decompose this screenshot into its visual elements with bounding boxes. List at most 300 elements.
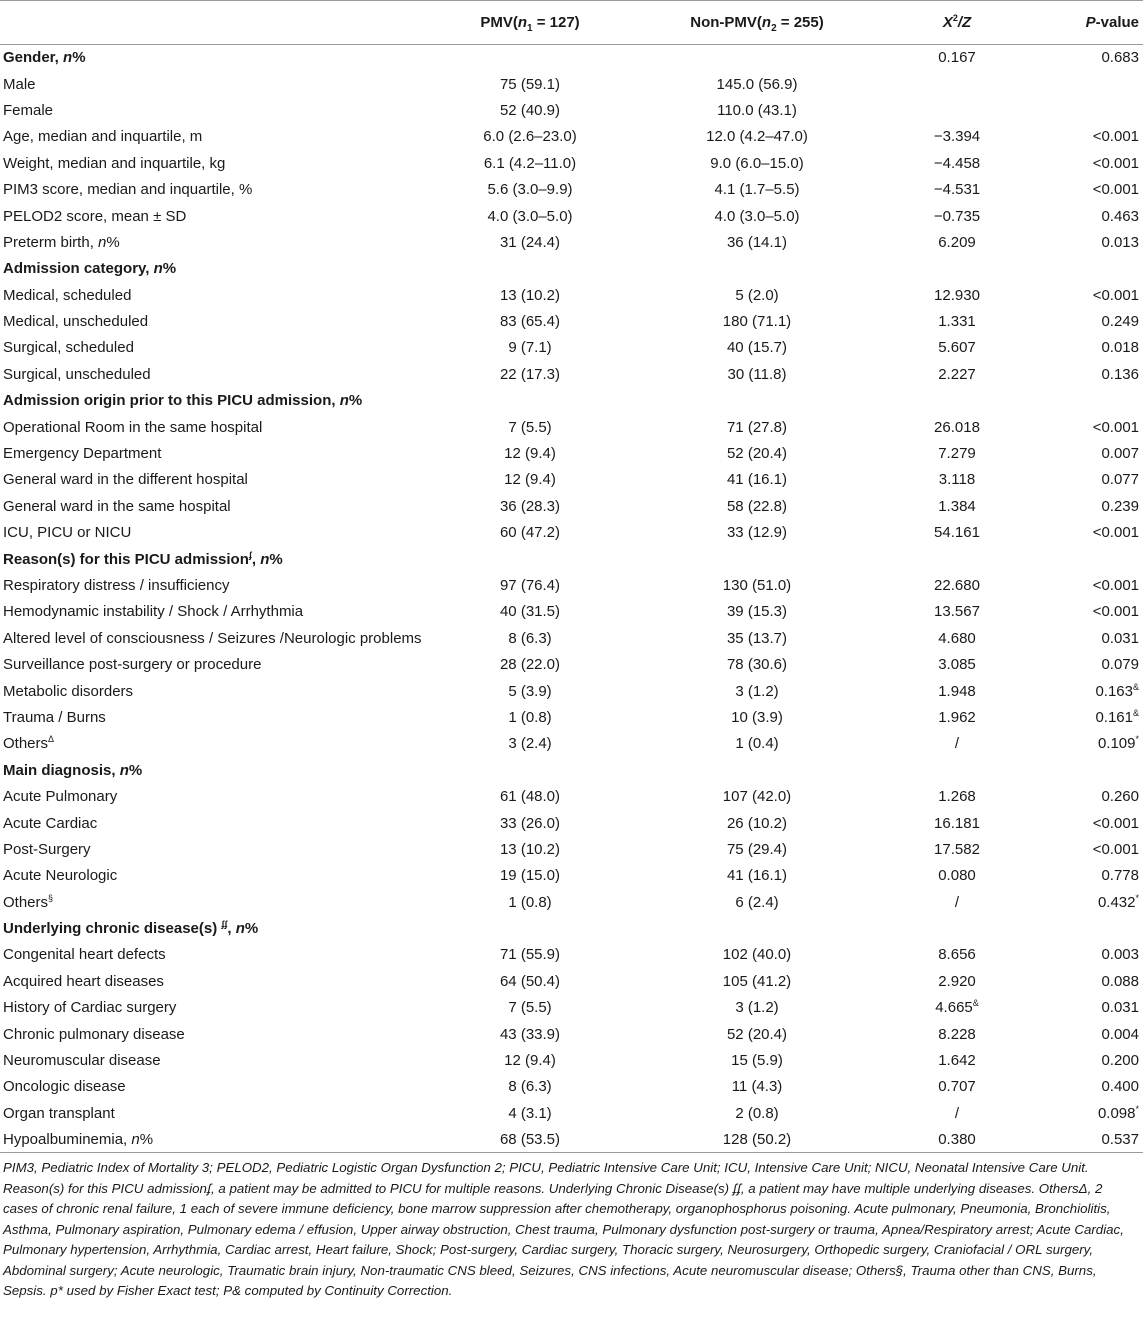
row-label <box>0 493 430 519</box>
pmv-value: 19 (15.0) <box>499 867 561 885</box>
non-pmv-value <box>630 546 884 572</box>
table-row <box>0 1021 1143 1047</box>
header-row <box>0 1 1143 45</box>
header-pmv: $PMV(n_1 = 127)$ <box>430 1 630 45</box>
statistic-value <box>884 150 1030 176</box>
table-row <box>0 678 1143 704</box>
statistic-text: / <box>954 735 960 753</box>
non-pmv-value: 4.1 (1.7–5.5) <box>714 181 800 199</box>
row-label-text: Male <box>3 75 36 93</box>
p-value <box>1030 995 1143 1021</box>
row-label-text: Post-Surgery <box>3 840 91 858</box>
row-label-text: Trauma / Burns <box>3 708 106 726</box>
table-row <box>0 203 1143 229</box>
p-value <box>1030 1074 1143 1100</box>
row-label-text: History of Cardiac surgery <box>3 999 177 1017</box>
statistic-value <box>884 124 1030 150</box>
row-label-mark: § <box>48 892 54 903</box>
p-value-mark: * <box>1135 892 1139 903</box>
non-pmv-value: 128 (50.2) <box>630 1127 884 1153</box>
header-p-value: P-value <box>1030 1 1143 45</box>
row-label-text: Respiratory distress / insufficiency <box>3 577 230 594</box>
row-label <box>0 520 430 546</box>
row-label <box>0 651 430 677</box>
p-value <box>1030 546 1143 572</box>
row-label <box>0 1047 430 1073</box>
row-label <box>0 968 430 994</box>
row-label <box>0 995 430 1021</box>
p-value <box>1030 97 1143 123</box>
row-label-pct: % <box>269 550 283 568</box>
pmv-value: 60 (47.2) <box>499 524 561 542</box>
statistic-text: 4.665 <box>935 999 973 1017</box>
statistic-text: / <box>954 1104 960 1122</box>
row-label <box>0 1074 430 1100</box>
pmv-value: 9 (7.1) <box>508 339 552 357</box>
pmv-value <box>430 546 630 572</box>
row-label-mark: ʄʄ <box>221 919 228 930</box>
statistic-value <box>884 968 1030 994</box>
p-value <box>1030 678 1143 704</box>
p-value-text: 0.031 <box>1101 629 1139 647</box>
p-value-text: 0.239 <box>1101 497 1139 515</box>
row-label-text: Hemodynamic instability / Shock / Arrhythmia <box>3 603 304 621</box>
statistic-value <box>884 995 1030 1021</box>
p-value <box>1030 731 1143 757</box>
row-label-mark: ʄ <box>248 549 252 560</box>
row-label <box>0 546 430 572</box>
non-pmv-value: 33 (12.9) <box>726 524 788 542</box>
statistic-text: 17.582 <box>934 840 980 858</box>
table-row <box>0 414 1143 440</box>
non-pmv-value: 11 (4.3) <box>731 1078 783 1096</box>
table-row <box>0 493 1143 519</box>
statistic-text: 5.607 <box>938 339 976 357</box>
statistic-mark: & <box>972 998 979 1009</box>
statistic-value <box>884 915 1030 941</box>
statistic-text: 0.167 <box>938 49 976 67</box>
non-pmv-value: 102 (40.0) <box>722 946 792 964</box>
table-row <box>0 810 1143 836</box>
pmv-value: 75 (59.1) <box>499 75 561 93</box>
table-row <box>0 731 1143 757</box>
row-label <box>0 176 430 202</box>
non-pmv-value <box>630 388 884 414</box>
row-label <box>0 810 430 836</box>
row-label <box>0 388 430 414</box>
table-row <box>0 625 1143 651</box>
row-label-text: Weight, median and inquartile, kg <box>3 154 226 172</box>
statistic-value <box>884 282 1030 308</box>
row-label-text: Admission category, <box>3 260 154 278</box>
non-pmv-value: 41 (16.1) <box>726 471 788 489</box>
statistic-text: 8.228 <box>938 1025 976 1043</box>
non-pmv-value: 145.0 (56.9) <box>716 75 798 93</box>
non-pmv-value: 39 (15.3) <box>726 603 788 621</box>
p-value-text: <0.001 <box>1092 286 1139 304</box>
section-row <box>0 757 1143 783</box>
table-row <box>0 335 1143 361</box>
statistic-value <box>884 942 1030 968</box>
table-row <box>0 308 1143 334</box>
row-label-pct: % <box>106 233 120 251</box>
statistic-value <box>884 361 1030 387</box>
section-row <box>0 546 1143 572</box>
non-pmv-value: 15 (5.9) <box>731 1052 783 1070</box>
row-label-text: Hypoalbuminemia, <box>3 1130 132 1148</box>
statistic-value <box>884 836 1030 862</box>
statistic-value <box>884 783 1030 809</box>
pmv-value: 4 (3.1) <box>508 1104 552 1122</box>
statistic-text: −4.458 <box>933 154 981 172</box>
p-value-text: 0.007 <box>1101 445 1139 463</box>
statistic-text: 1.948 <box>938 682 976 700</box>
row-label <box>0 783 430 809</box>
p-value-text: 0.088 <box>1101 972 1139 990</box>
p-value-text: <0.001 <box>1092 603 1139 621</box>
p-value <box>1030 256 1143 282</box>
non-pmv-value <box>630 915 884 941</box>
statistic-value <box>884 45 1030 71</box>
statistic-value <box>884 572 1030 598</box>
table-row <box>0 1074 1143 1100</box>
p-value <box>1030 229 1143 255</box>
non-pmv-value: 6 (2.4) <box>735 893 779 911</box>
pmv-value: 1 (0.8) <box>508 893 552 911</box>
row-label <box>0 308 430 334</box>
p-value-text: <0.001 <box>1092 814 1139 832</box>
pmv-value: 61 (48.0) <box>499 788 561 806</box>
p-value-text: <0.001 <box>1092 128 1139 146</box>
statistic-value <box>884 335 1030 361</box>
row-label <box>0 71 430 97</box>
p-value <box>1030 1100 1143 1126</box>
table-header <box>0 1 1143 45</box>
p-value-text: 0.163 <box>1095 682 1133 700</box>
pmv-value: 68 (53.5) <box>430 1127 630 1153</box>
p-value-text: 0.400 <box>1101 1078 1139 1096</box>
section-row <box>0 915 1143 941</box>
pmv-value: 7 (5.5) <box>508 999 552 1017</box>
p-value-text: 0.004 <box>1101 1025 1139 1043</box>
row-label <box>0 704 430 730</box>
p-value <box>1030 572 1143 598</box>
statistic-text: 1.962 <box>938 708 976 726</box>
row-label-text: PELOD2 score, mean ± SD <box>3 207 187 225</box>
table-row <box>0 229 1143 255</box>
p-value <box>1030 889 1143 915</box>
pmv-value <box>430 757 630 783</box>
row-label-text: Chronic pulmonary disease <box>3 1025 185 1043</box>
p-value-text: <0.001 <box>1092 418 1139 436</box>
non-pmv-value: 41 (16.1) <box>726 867 788 885</box>
statistic-text: 3.085 <box>938 656 976 674</box>
row-label-text: Medical, scheduled <box>3 286 132 304</box>
non-pmv-value: 107 (42.0) <box>722 788 792 806</box>
row-label-text: Neuromuscular disease <box>3 1052 161 1070</box>
p-value-text: 0.683 <box>1101 49 1139 67</box>
pmv-value: 13 (10.2) <box>499 840 561 858</box>
row-label <box>0 863 430 889</box>
table-row <box>0 282 1143 308</box>
row-label-text: Underlying chronic disease(s) <box>3 920 222 938</box>
non-pmv-value: 58 (22.8) <box>726 497 788 515</box>
non-pmv-value: 35 (13.7) <box>726 629 788 647</box>
row-label-text: Surgical, unscheduled <box>3 365 151 383</box>
statistic-text: 0.707 <box>938 1078 976 1096</box>
statistic-text: 26.018 <box>934 418 980 436</box>
table-row <box>0 97 1143 123</box>
statistic-text: 12.930 <box>934 286 980 304</box>
statistic-value <box>884 810 1030 836</box>
p-value <box>1030 467 1143 493</box>
row-label-text: Female <box>3 101 54 119</box>
row-label <box>0 256 430 282</box>
statistic-text: 7.279 <box>938 445 976 463</box>
non-pmv-value: 5 (2.0) <box>735 286 779 304</box>
statistic-value <box>884 1047 1030 1073</box>
p-value <box>1030 124 1143 150</box>
table-body <box>0 45 1143 1153</box>
statistic-value <box>884 625 1030 651</box>
row-label <box>0 203 430 229</box>
row-label-text: Others <box>3 893 49 911</box>
non-pmv-value: 9.0 (6.0–15.0) <box>710 154 804 172</box>
p-value-mark: * <box>1135 734 1139 745</box>
statistic-value <box>884 97 1030 123</box>
non-pmv-value: 40 (15.7) <box>726 339 788 357</box>
non-pmv-value: 110.0 (43.1) <box>717 101 797 119</box>
row-label <box>0 1127 430 1153</box>
non-pmv-value: 12.0 (4.2–47.0) <box>706 128 808 146</box>
table-row <box>0 651 1143 677</box>
non-pmv-value <box>630 256 884 282</box>
p-value <box>1030 493 1143 519</box>
pmv-value <box>430 256 630 282</box>
table-row <box>0 124 1143 150</box>
p-value-text: 0.432 <box>1097 893 1136 911</box>
row-label <box>0 836 430 862</box>
p-value-mark: & <box>1132 707 1139 718</box>
statistic-text: −0.735 <box>933 207 981 225</box>
pmv-value: 28 (22.0) <box>499 656 561 674</box>
statistic-value <box>884 1100 1030 1126</box>
row-label-text: Others <box>3 735 49 753</box>
p-value-text: <0.001 <box>1092 154 1139 172</box>
row-label-n: n <box>153 260 163 278</box>
row-label-text: Age, median and inquartile, m <box>3 128 203 146</box>
p-value-text: 0.161 <box>1095 708 1133 726</box>
p-value <box>1030 1127 1143 1153</box>
statistic-text: 2.227 <box>938 365 976 383</box>
table-row <box>0 467 1143 493</box>
row-label-pct: % <box>139 1130 154 1148</box>
p-value <box>1030 45 1143 71</box>
pmv-value: 1 (0.8) <box>508 708 552 726</box>
table-row <box>0 1100 1143 1126</box>
pmv-value: 13 (10.2) <box>499 286 561 304</box>
pmv-value: 36 (28.3) <box>499 497 561 515</box>
statistic-value <box>884 599 1030 625</box>
statistic-text: 6.209 <box>938 233 976 251</box>
pmv-value: 22 (17.3) <box>499 365 561 383</box>
pmv-value: 5 (3.9) <box>508 682 552 700</box>
pmv-value: 43 (33.9) <box>499 1025 561 1043</box>
statistic-value <box>884 1021 1030 1047</box>
statistic-text: 2.920 <box>938 972 976 990</box>
statistic-text: 1.642 <box>938 1052 976 1070</box>
non-pmv-value: 52 (20.4) <box>726 445 788 463</box>
statistic-text: 8.656 <box>938 946 976 964</box>
p-value-text: 0.136 <box>1101 365 1139 383</box>
row-label <box>0 599 430 625</box>
non-pmv-value: 78 (30.6) <box>726 656 788 674</box>
row-label-text: Operational Room in the same hospital <box>3 418 263 436</box>
table-row <box>0 71 1143 97</box>
pmv-value: 71 (55.9) <box>499 946 561 964</box>
statistic-text: 13.567 <box>934 603 980 621</box>
statistic-value <box>884 678 1030 704</box>
row-label-text: Preterm birth, <box>3 233 99 251</box>
p-value <box>1030 863 1143 889</box>
row-label <box>0 229 430 255</box>
non-pmv-value: 180 (71.1) <box>722 313 792 331</box>
p-value-text: 0.013 <box>1101 233 1139 251</box>
non-pmv-value <box>630 757 884 783</box>
pmv-value: 64 (50.4) <box>499 972 561 990</box>
pmv-value: 6.1 (4.2–11.0) <box>483 154 577 172</box>
non-pmv-value: 1 (0.4) <box>735 735 779 753</box>
table-row <box>0 889 1143 915</box>
pmv-value: 4.0 (3.0–5.0) <box>487 207 573 225</box>
p-value <box>1030 388 1143 414</box>
p-value <box>1030 520 1143 546</box>
p-value-text: 0.018 <box>1101 339 1139 357</box>
table-row <box>0 783 1143 809</box>
statistic-value <box>884 731 1030 757</box>
p-value-text: 0.077 <box>1101 471 1139 489</box>
row-label <box>0 467 430 493</box>
p-value-text: 0.778 <box>1101 867 1139 885</box>
p-value-text: 0.463 <box>1101 207 1139 225</box>
pmv-value: 12 (9.4) <box>504 445 556 463</box>
row-label <box>0 1021 430 1047</box>
table-row <box>0 572 1143 598</box>
p-value-text: <0.001 <box>1092 524 1139 542</box>
header-statistic: $X^2/Z$ <box>884 1 1030 45</box>
pmv-value: 3 (2.4) <box>508 735 552 753</box>
table-row <box>0 176 1143 202</box>
row-label-text: Surgical, scheduled <box>3 339 134 357</box>
p-value <box>1030 836 1143 862</box>
non-pmv-value: 36 (14.1) <box>726 233 788 251</box>
statistic-text: 1.331 <box>938 313 976 331</box>
table-row <box>0 863 1143 889</box>
p-value <box>1030 203 1143 229</box>
row-label-pct: % <box>72 49 86 67</box>
p-value-mark: * <box>1135 1103 1139 1114</box>
pmv-value: 8 (6.3) <box>508 1078 552 1096</box>
non-pmv-value: 71 (27.8) <box>726 418 788 436</box>
statistic-value <box>884 308 1030 334</box>
pmv-value: 83 (65.4) <box>499 313 561 331</box>
statistic-text: 3.118 <box>938 471 976 489</box>
row-label-text: PIM3 score, median and inquartile, % <box>3 181 253 199</box>
row-label <box>0 361 430 387</box>
table-row <box>0 995 1143 1021</box>
non-pmv-value <box>630 45 884 71</box>
p-value <box>1030 361 1143 387</box>
row-label-text: Oncologic disease <box>3 1078 126 1096</box>
pmv-value: 31 (24.4) <box>499 233 561 251</box>
pmv-value: 40 (31.5) <box>499 603 561 621</box>
p-value-text: 0.079 <box>1101 656 1139 674</box>
pmv-value: 8 (6.3) <box>508 629 552 647</box>
statistic-text: 0.080 <box>938 867 976 885</box>
pmv-value: 7 (5.5) <box>508 418 552 436</box>
row-label-n: n <box>260 550 270 568</box>
p-value-text: <0.001 <box>1092 840 1139 858</box>
p-value-text: 0.031 <box>1101 999 1139 1017</box>
row-label-text: Metabolic disorders <box>3 682 134 700</box>
non-pmv-value: 2 (0.8) <box>735 1104 779 1122</box>
p-value <box>1030 176 1143 202</box>
p-value-mark: & <box>1132 681 1139 692</box>
non-pmv-value: 52 (20.4) <box>726 1025 788 1043</box>
row-label <box>0 889 430 915</box>
row-label-pct: % <box>244 920 259 938</box>
row-label-pct: % <box>162 260 177 278</box>
statistic-text: 1.384 <box>938 497 976 515</box>
header-non-pmv: Non-$PMV(n_2 = 255)$ <box>630 1 884 45</box>
p-value <box>1030 968 1143 994</box>
statistic-text: −4.531 <box>933 181 981 199</box>
statistic-value <box>884 440 1030 466</box>
p-value <box>1030 308 1143 334</box>
pmv-value: 12 (9.4) <box>504 1052 556 1070</box>
statistic-value <box>884 757 1030 783</box>
row-label-text: Acute Neurologic <box>3 867 118 885</box>
statistic-text: 4.680 <box>938 629 976 647</box>
table-row <box>0 836 1143 862</box>
statistic-value <box>884 1074 1030 1100</box>
row-label-n: n <box>98 233 107 251</box>
non-pmv-value: 30 (11.8) <box>727 365 787 383</box>
row-label <box>0 915 430 941</box>
p-value-text: 0.249 <box>1101 313 1139 331</box>
p-value-text: 0.109 <box>1097 735 1136 753</box>
p-value <box>1030 1021 1143 1047</box>
non-pmv-value: 3 (1.2) <box>735 682 779 700</box>
row-label-sep: , <box>251 550 261 568</box>
statistic-text: −3.394 <box>933 128 981 146</box>
p-value <box>1030 704 1143 730</box>
p-value-text: 0.260 <box>1101 788 1139 806</box>
statistic-value <box>884 520 1030 546</box>
non-pmv-value: 75 (29.4) <box>726 840 788 858</box>
row-label-text: General ward in the different hospital <box>3 471 248 489</box>
table-row <box>0 361 1143 387</box>
section-row <box>0 45 1143 71</box>
statistic-text: 22.680 <box>934 577 980 594</box>
statistic-value <box>884 256 1030 282</box>
statistic-value <box>884 546 1030 572</box>
row-label-text: Medical, unscheduled <box>3 313 149 331</box>
p-value <box>1030 150 1143 176</box>
row-label-text: ICU, PICU or NICU <box>3 524 132 542</box>
statistic-value <box>884 176 1030 202</box>
section-row <box>0 256 1143 282</box>
